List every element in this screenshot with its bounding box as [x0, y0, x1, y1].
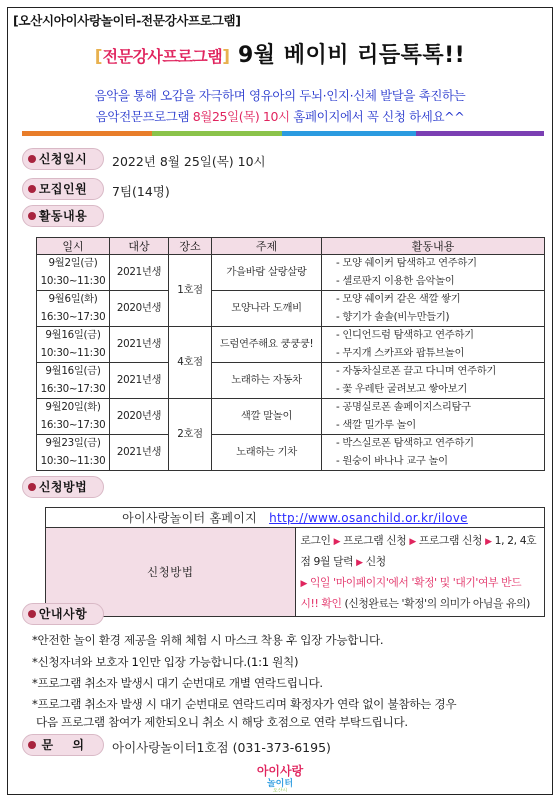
row-activity: - 향기가 솔솔(비누만들기)	[322, 309, 545, 327]
header-activity: 활동내용	[322, 238, 545, 255]
logo-caption: 오산시	[272, 788, 288, 792]
row-activity: - 모양 쉐이커 탐색하고 연주하기	[322, 255, 545, 273]
row-activity: - 모양 쉐이커 같은 색깔 쌓기	[322, 291, 545, 309]
playground-logo	[221, 762, 339, 792]
row-target: 2021년생	[110, 363, 169, 399]
recruit-value: 7팀(14명)	[112, 184, 170, 199]
row-date: 9월6일(화)	[37, 291, 110, 309]
step-login: 로그인	[300, 534, 331, 547]
bracket-open: [	[94, 47, 103, 67]
divider-bar-purple	[416, 131, 544, 136]
triangle-right-icon: ▶	[333, 537, 341, 547]
program-subtitle: 전문강사프로그램	[102, 47, 223, 66]
row-target: 2021년생	[110, 435, 169, 471]
triangle-right-icon: ▶	[409, 537, 416, 547]
table-row	[37, 363, 545, 381]
table-row	[37, 255, 545, 273]
step-calendar: 1, 2, 4호점 9월 달력	[300, 534, 537, 568]
apply-date-value: 2022년 8월 25일(목) 10시	[112, 154, 266, 169]
header-topic: 주제	[212, 238, 322, 255]
header-target: 대상	[110, 238, 169, 255]
row-topic: 가을바람 살랑살랑	[212, 255, 322, 291]
notice-item: 다음 프로그램 참여가 제한되오니 취소 시 해당 호점으로 연락 부탁드립니다.	[36, 715, 408, 729]
row-activity: - 색깔 밀가루 놀이	[322, 417, 545, 435]
header-date: 일시	[37, 238, 110, 255]
row-time: 10:30~11:30	[37, 273, 110, 291]
notice-item: *안전한 놀이 환경 제공을 위해 체험 시 마스크 착용 후 입장 가능합니다.	[32, 633, 384, 647]
row-topic: 노래하는 자동차	[212, 363, 322, 399]
row-activity: - 공명실로폰 솔페이지스리탐구	[322, 399, 545, 417]
notice-item: *프로그램 취소자 발생 시 대기 순번대로 연락드리며 확정자가 연락 없이 불참하는 경우	[32, 697, 457, 711]
site-name: 아이사랑놀이터 홈페이지	[122, 511, 258, 525]
headline	[0, 38, 560, 69]
notice-item: *프로그램 취소자 발생시 대기 순번대로 개별 연락드립니다.	[32, 676, 323, 690]
logo-line1: 아이사랑	[256, 764, 304, 778]
bracket-close: ]	[222, 47, 230, 67]
row-time: 16:30~17:30	[37, 417, 110, 435]
row-date: 9월16일(금)	[37, 363, 110, 381]
table-header-row	[37, 238, 545, 255]
header-place: 장소	[169, 238, 212, 255]
program-tag: [오산시아이사랑놀이터-전문강사프로그램]	[13, 13, 241, 28]
apply-url-cell	[46, 508, 545, 528]
table-row	[37, 435, 545, 453]
row-time: 10:30~11:30	[37, 345, 110, 363]
confirm-note: (신청완료는 '확정'의 의미가 아님을 유의)	[344, 597, 530, 610]
row-activity: - 박스실로폰 탐색하고 연주하기	[322, 435, 545, 453]
divider-bar-orange	[22, 131, 152, 136]
row-place: 2호점	[169, 399, 212, 471]
row-place: 1호점	[169, 255, 212, 327]
divider-bar-green	[152, 131, 282, 136]
row-date: 9월2일(금)	[37, 255, 110, 273]
intro-line-1: 음악을 통해 오감을 자극하며 영유아의 두뇌·인지·신체 발달을 촉진하는	[94, 88, 466, 103]
table-row	[37, 291, 545, 309]
step-submit: 신청	[365, 555, 386, 568]
table-row	[37, 399, 545, 417]
row-time: 10:30~11:30	[37, 453, 110, 471]
apply-url-row	[46, 508, 545, 528]
apply-steps-row	[46, 528, 545, 617]
row-activity: - 인디언드럼 탐색하고 연주하기	[322, 327, 545, 345]
triangle-right-icon: ▶	[485, 537, 492, 547]
row-time: 16:30~17:30	[37, 309, 110, 327]
row-topic: 노래하는 기차	[212, 435, 322, 471]
row-activity: - 자동차실로폰 끌고 다니며 연주하기	[322, 363, 545, 381]
confirm-warning: 익일 '마이페이지'에서 '확정' 및 '대기'여부 반드시!! 확인	[300, 576, 522, 610]
intro-prefix: 음악전문프로그램	[95, 109, 190, 124]
apply-method-label: 신청방법	[22, 476, 104, 498]
row-topic: 드럼연주해요 쿵쿵쿵!	[212, 327, 322, 363]
apply-row-label: 신청방법	[46, 528, 296, 617]
row-activity: - 무지개 스카프와 팝튜브놀이	[322, 345, 545, 363]
row-date: 9월20일(화)	[37, 399, 110, 417]
apply-steps	[295, 528, 545, 617]
row-topic: 모양나라 도깨비	[212, 291, 322, 327]
triangle-right-icon: ▶	[300, 579, 308, 589]
row-target: 2021년생	[110, 255, 169, 291]
row-time: 16:30~17:30	[37, 381, 110, 399]
contact-label: 문 의	[22, 734, 104, 756]
row-date: 9월16일(금)	[37, 327, 110, 345]
apply-date-label: 신청일시	[22, 148, 104, 170]
row-activity: - 꽃 우레탄 굴려보고 쌓아보기	[322, 381, 545, 399]
row-topic: 색깔 말놀이	[212, 399, 322, 435]
row-place: 4호점	[169, 327, 212, 399]
intro-suffix: 홈페이지에서 꼭 신청 하세요^^	[293, 109, 465, 124]
row-activity: - 셀로판지 이용한 음악놀이	[322, 273, 545, 291]
contact-value: 아이사랑놀이터1호점 (031-373-6195)	[112, 740, 331, 755]
recruit-label: 모집인원	[22, 178, 104, 200]
row-date: 9월23일(금)	[37, 435, 110, 453]
step-program-apply-1: 프로그램 신청	[343, 534, 407, 547]
apply-method-table	[45, 507, 545, 617]
intro-line-2	[0, 107, 560, 125]
program-title: 9월 베이비 리듬톡톡!!	[238, 43, 466, 68]
row-activity: - 원숭이 바나나 교구 놀이	[322, 453, 545, 471]
notice-item: *신청자녀와 보호자 1인만 입장 가능합니다.(1:1 원칙)	[32, 655, 299, 669]
homepage-link[interactable]: http://www.osanchild.or.kr/ilove	[269, 511, 468, 525]
activity-label: 활동내용	[22, 205, 104, 227]
step-program-apply-2: 프로그램 신청	[418, 534, 483, 547]
row-target: 2020년생	[110, 399, 169, 435]
table-row	[37, 327, 545, 345]
row-target: 2020년생	[110, 291, 169, 327]
logo-line2: 놀이터	[266, 779, 294, 789]
divider-bar-blue	[282, 131, 416, 136]
intro-date: 8월25일(목) 10시	[192, 109, 290, 124]
notice-label: 안내사항	[22, 603, 104, 625]
row-target: 2021년생	[110, 327, 169, 363]
triangle-right-icon: ▶	[356, 558, 363, 568]
schedule-table	[36, 237, 545, 471]
